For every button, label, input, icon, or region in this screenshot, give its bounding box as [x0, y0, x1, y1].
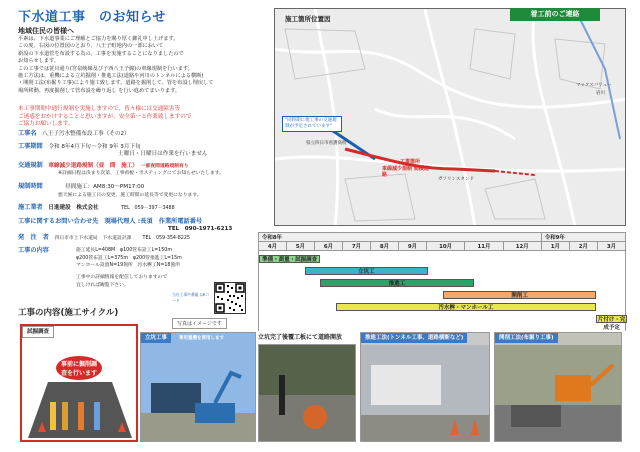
month-cell: 2月: [569, 242, 597, 251]
notice-line: ご迷惑をおかけすることと思いますが、安全第一と作業致しますので: [18, 113, 192, 120]
page-title: 下水道工事 のお知らせ: [18, 10, 167, 25]
traffic-note: ※詳細日程は決まり次第、工事看板・ポスティングにてお知らせいたします。: [58, 171, 225, 177]
month-cell: 5月: [286, 242, 314, 251]
content-line: φ200管布設工L=375m φ200管推進工L=15m: [76, 255, 182, 261]
contractor-value: 日進建設 株式会社: [48, 205, 99, 212]
panel-tunneling: [360, 332, 490, 442]
month-cell: 12月: [503, 242, 541, 251]
hours-note: 悪天候による施工日の変更、施工時間の延長等で変更になります。: [58, 192, 202, 198]
schedule-bar: 準備・測量・試掘調査: [259, 255, 320, 263]
intro-line: 場所移動、再度掘削して管布設を繰り返し を行い進めてまいります。: [18, 87, 181, 94]
intro-line: この工事では笹川通り(宮泉峡線及び子西八王子線)の車線規制を行います。: [18, 65, 193, 72]
pre-work-badge: 着工前のご連絡: [510, 8, 600, 21]
road-diagram-icon: [28, 382, 132, 438]
panel-cover-plate: [258, 344, 356, 442]
greeting: 地域住民の皆様へ: [18, 27, 74, 35]
traffic-label: 交通規制: [18, 161, 43, 169]
orderer-tel: TEL 059-354-8225: [142, 235, 190, 241]
photo-note: 写真はイメージです: [172, 318, 227, 329]
intro-line: 施工方法は、重機による立坑掘削・推進工法(道路や河川のトンネルによる横断): [18, 73, 204, 80]
contractor-label: 施工業者: [18, 204, 43, 212]
month-cell: 1月: [541, 242, 569, 251]
schedule-bar: 片付け・完成予定: [597, 317, 626, 331]
schedule-bar: 推進工: [320, 279, 473, 287]
panel-tag: 推進工法(トンネル工事、道路横断など): [361, 333, 467, 343]
orderer-value: 四日市市上下水道局 下水道設計課: [54, 235, 132, 241]
detail-note: 工事中の詳細情報を配信しておりますので: [76, 274, 168, 280]
period-label: 工事期間: [18, 142, 43, 150]
panel-title: 専用重機を使用します: [179, 336, 224, 341]
month-cell: 11月: [465, 242, 503, 251]
qr-label: 当社工事中番組 QRコード: [172, 292, 210, 303]
map-title: 施工箇所位置図: [285, 15, 331, 23]
site-label: 工事箇所: [400, 159, 421, 165]
panel-tag: 試掘調査: [22, 326, 54, 338]
month-cell: 8月: [370, 242, 398, 251]
notice-line: ご協力お願いします。: [18, 121, 74, 128]
schedule-table: [258, 232, 626, 330]
month-cell: 6月: [314, 242, 342, 251]
hours-value: 昼間施工：AM8:30〜PM17:00: [65, 183, 145, 190]
contractor-tel: TEL 059－397－3488: [121, 206, 175, 212]
traffic-note-red: 一部夜間道路規制有り: [140, 163, 189, 169]
orderer-label: 発 注 者: [18, 233, 49, 241]
intro-line: この度、右図の位置図のとおり、八王子町地内の一部において: [18, 43, 164, 50]
work-cycle-heading: 工事の内容(施工サイクル): [18, 308, 119, 318]
schedule-bar: 汚水桝・マンホール工: [336, 303, 597, 311]
excavator-photo: [141, 363, 256, 442]
notice-text: [18, 106, 268, 129]
intro-line: 平素は、下水道事業にご理解とご協力を賜り厚く御礼申し上げます。: [18, 36, 179, 42]
panel-tag: 立坑工事: [141, 333, 171, 343]
intro-line: お知らせします。: [18, 58, 59, 65]
panel-open-cut: [494, 332, 622, 442]
content-line: マンホール設置N=19箇所 汚水桝工N=18箇所: [76, 263, 181, 269]
intro-line: 新設の下水道管を布設する為の、工事を実施することになりましたので: [18, 50, 184, 57]
content-line: 施工延長L=408M φ100管布設工L=150m: [76, 248, 172, 254]
store-label: マックスバリュー: [576, 83, 612, 88]
qr-code[interactable]: [214, 282, 246, 314]
schedule-bar: 開削工: [443, 291, 596, 299]
cover-plate-photo: [259, 345, 356, 442]
month-cell: 3月: [597, 242, 625, 251]
panel-tag: 開削工法(布掘り工事): [495, 333, 558, 343]
month-cell: 4月: [259, 242, 287, 251]
year-1: 令和8年: [259, 233, 542, 242]
hospital-label: 県立四日市看護高校: [306, 141, 347, 146]
month-cell: 10月: [426, 242, 464, 251]
period-note: 土曜日・日曜日は作業を行いません: [118, 151, 208, 158]
site-sub: 車線減少規制 間横通路: [382, 166, 429, 178]
notice-line: 本工事期間中通行規制を実施しますので、皆々様には交通障害等: [18, 106, 181, 112]
panel-title-3: 立坑完了後覆工板にて道路開放: [258, 334, 343, 341]
name-value: 八王子汚水整備布設工事（その2）: [42, 131, 130, 137]
open-cut-photo: [495, 345, 622, 442]
hours-label: 規制時間: [18, 182, 43, 190]
info-block: [18, 130, 268, 289]
panel-test-dig: [20, 324, 138, 442]
detail-note: 宜しければ観覧下さい。: [76, 282, 129, 288]
year-2: 令和9年: [541, 233, 625, 242]
month-cell: 7月: [342, 242, 370, 251]
intro-line: ・開削工法(布掘り工事)により施工致します。道路を掘削して、管を布設し埋戻して: [18, 80, 214, 87]
schedule-bar: 立坑工: [305, 267, 428, 275]
period-value: 令和 8年4月下旬〜令和 9年 3月下旬: [48, 143, 141, 150]
name-label: 工事名: [18, 130, 37, 137]
contact-label: 工事に関するお問い合わせ先 現場代理人 :長須 作業所電話番号: [18, 217, 203, 225]
month-cell: 9月: [398, 242, 426, 251]
traffic-value: 車線減少道路規制（昼 間 施工）: [48, 162, 136, 169]
gas-station: ガソリンスタンド: [438, 177, 474, 182]
panel-shaft: [140, 332, 256, 442]
intro-text: [18, 36, 268, 95]
content-label: 工事の内容: [18, 246, 49, 254]
map-callout: "同時期に他工事の交通規制が予定されています": [282, 116, 342, 132]
tunneling-photo: [361, 345, 490, 442]
panel-title: 事前に掘削調査を行います: [56, 356, 102, 380]
river-label: 岩川: [596, 91, 605, 96]
contact-tel: TEL 090-1971-6213: [168, 226, 233, 233]
